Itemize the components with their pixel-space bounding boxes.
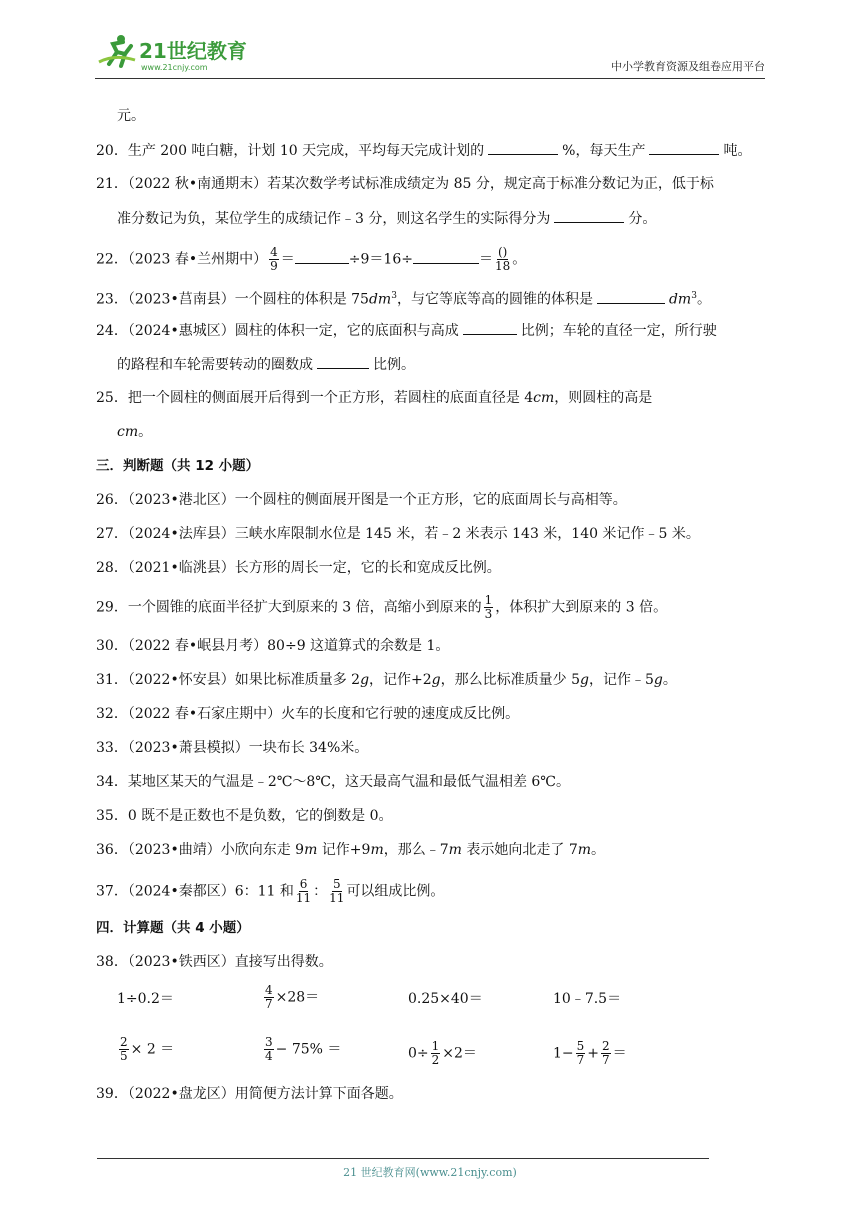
question-26: 26．（2023•港北区）一个圆柱的侧面展开图是一个正方形，它的底面周长与高相等。	[96, 492, 627, 508]
question-29: 29．一个圆锥的底面半径扩大到原来的 3 倍，高缩小到原来的 $\frac{1}{3}$ ，体积扩大到原来的 3 倍。	[96, 593, 668, 621]
section-3-title: 三．判断题（共 12 小题）	[96, 458, 260, 474]
question-31: 31．（2022•怀安县）如果比标准质量多 2g，记作+2g，那么比标准质量少 5g，记作﹣5g。	[96, 672, 677, 688]
calc-2: $\frac{4}{7}$ ×28＝	[265, 983, 320, 1011]
platform-name: 中小学教育资源及组卷应用平台	[611, 60, 765, 73]
section-4-title: 四．计算题（共 4 小题）	[96, 920, 250, 936]
site-logo	[95, 32, 265, 74]
question-24-cont: 的路程和车轮需要转动的圈数成 比例。	[117, 354, 764, 375]
question-33: 33．（2023•萧县模拟）一块布长 34%米。	[96, 740, 369, 756]
question-38: 38．（2023•铁西区）直接写出得数。	[96, 954, 333, 970]
question-37: 37．（2024•秦都区）6：11 和 $\frac{6}{11}$ ： $\frac{5}{11}$ 可以组成比例。	[96, 877, 445, 905]
calc-3: 0.25×40＝	[408, 991, 483, 1007]
question-32: 32．（2022 春•石家庄期中）火车的长度和它行驶的速度成反比例。	[96, 706, 520, 722]
question-22: 22．（2023 春•兰州期中） $\frac{4}{9}$ ＝ ÷9＝16÷ ＝ $\frac{()}{18}$ 。	[96, 245, 527, 273]
question-35: 35．0 既不是正数也不是负数，它的倒数是 0。	[96, 808, 393, 824]
question-27: 27．（2024•法库县）三峡水库限制水位是 145 米，若﹣2 米表示 143 米，140 米记作﹣5 米。	[96, 526, 700, 542]
calc-8: 1− $\frac{5}{7}$ + $\frac{2}{7}$ ＝	[553, 1039, 627, 1067]
calc-4: 10﹣7.5＝	[553, 991, 622, 1007]
question-36: 36．（2023•曲靖）小欣向东走 9m 记作+9m，那么﹣7m 表示她向北走了 7m。	[96, 842, 606, 858]
logo-url: www.21cnjy.com	[141, 63, 208, 72]
calc-1: 1÷0.2＝	[117, 991, 174, 1007]
logo-runner-icon	[95, 32, 265, 74]
question-25-cont: cm。	[117, 424, 153, 440]
question-39: 39．（2022•盘龙区）用简便方法计算下面各题。	[96, 1086, 403, 1102]
question-23: 23．（2023•莒南县）一个圆柱的体积是 $75dm^3$，与它等底等高的圆锥的体积是 $dm^3$。	[96, 286, 764, 310]
calc-6: $\frac{3}{4}$ − 75% ＝	[265, 1035, 342, 1063]
question-24: 24．（2024•惠城区）圆柱的体积一定，它的底面积与高成 比例；车轮的直径一定，所行驶	[96, 320, 764, 341]
question-25: 25．把一个圆柱的侧面展开后得到一个正方形，若圆柱的底面直径是 4cm，则圆柱的高是	[96, 390, 653, 406]
calc-7: 0÷ $\frac{1}{2}$ ×2＝	[408, 1039, 477, 1067]
question-28: 28．（2021•临洮县）长方形的周长一定，它的长和宽成反比例。	[96, 560, 501, 576]
question-30: 30．（2022 春•岷县月考）80÷9 这道算式的余数是 1。	[96, 638, 450, 654]
q19-tail: 元。	[117, 108, 145, 124]
page-footer: 21 世纪教育网(www.21cnjy.com)	[343, 1166, 517, 1179]
question-21-cont: 准分数记为负，某位学生的成绩记作﹣3 分，则这名学生的实际得分为 分。	[117, 208, 764, 229]
question-21: 21．（2022 秋•南通期末）若某次数学考试标准成绩定为 85 分，规定高于标准分数记为正，低于标	[96, 176, 714, 192]
logo-text: 21世纪教育	[139, 39, 247, 63]
calc-5: $\frac{2}{5}$ × 2 ＝	[120, 1035, 175, 1063]
question-20: 20．生产 200 吨白糖，计划 10 天完成，平均每天完成计划的 %，每天生产 吨。	[96, 140, 764, 161]
page-header	[95, 30, 765, 79]
question-34: 34．某地区某天的气温是﹣2℃～8℃，这天最高气温和最低气温相差 6℃。	[96, 774, 570, 790]
footer-divider	[97, 1158, 709, 1159]
